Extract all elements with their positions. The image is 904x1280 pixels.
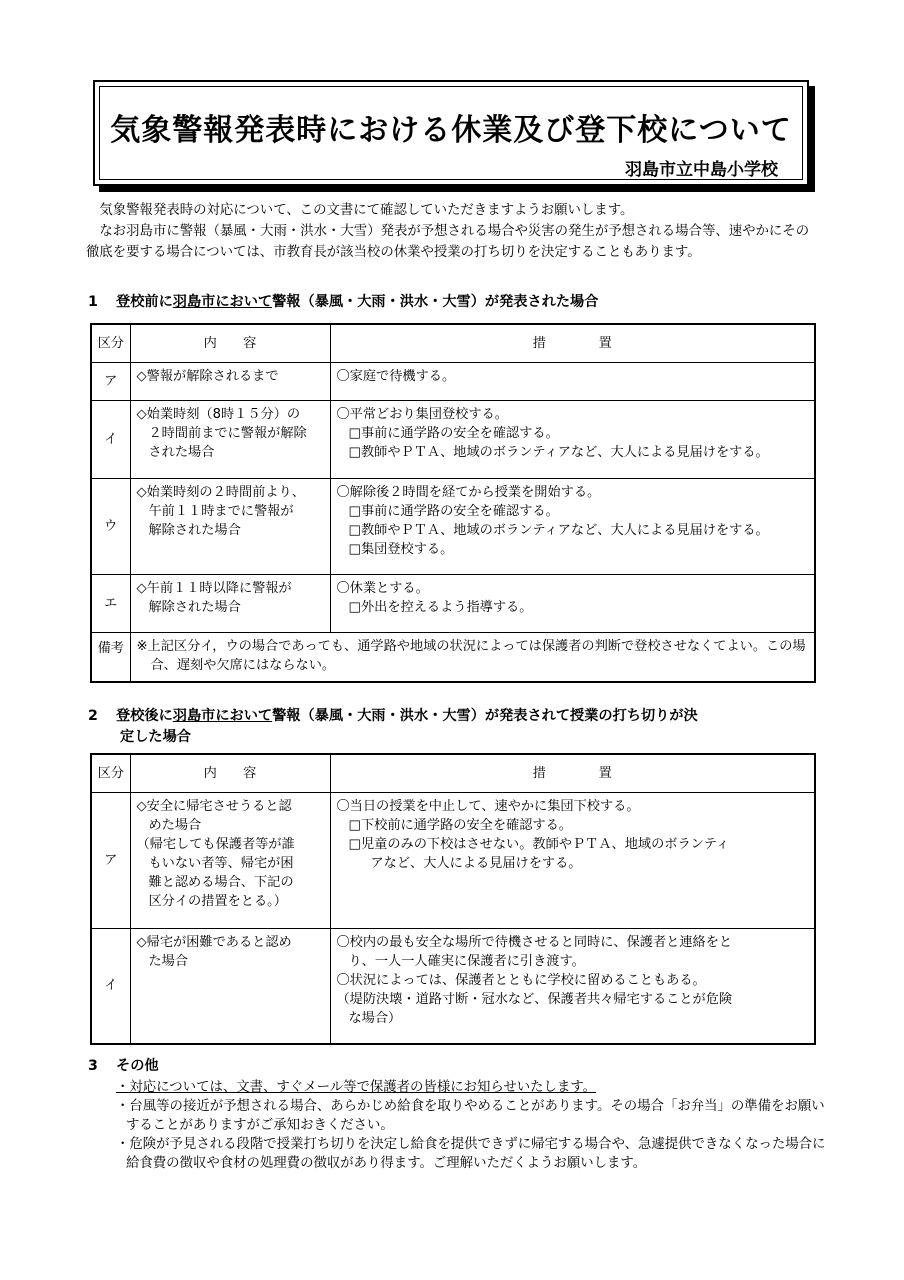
section-1-table	[90, 323, 816, 683]
table-header-row	[91, 754, 815, 792]
title-box	[93, 80, 809, 186]
section-2-heading: 2 登校後に羽島市において警報（暴風・大雨・洪水・大雪）が発表されて授業の打ち切りが決 定した場合	[88, 708, 698, 745]
section-2-table	[90, 753, 816, 1045]
table-row: イ ◇帰宅が困難であると認め た場合 〇校内の最も安全な場所で待機させると同時に、保護者と連絡をと り、一人一人確実に保護者に引き渡す。 〇状況によっては、保護者とともに学校に留めることもある。 （堤防決壊・道路寸断・冠水など、保護者共々帰宅することが危険 な場合）	[91, 928, 815, 1044]
header-naiyou: 内 容	[130, 324, 330, 362]
list-item: ・台風等の接近が予想される場合、あらかじめ給食を取りやめることがあります。その場合「お弁当」の準備をお願いすることがありますがご承知おきください。	[116, 1099, 825, 1133]
table-row: エ ◇午前１１時以降に警報が 解除された場合 〇休業とする。 □外出を控えるよう指導する。	[91, 574, 815, 632]
list-item: ・対応については、文書、すぐメール等で保護者の皆様にお知らせいたします。	[116, 1080, 597, 1095]
header-naiyou: 内 容	[130, 754, 330, 792]
bikou-text: ※上記区分イ，ウの場合であっても、通学路や地域の状況によっては保護者の判断で登校させなくてよい。この場合、遅刻や欠席にはならない。	[136, 638, 806, 673]
header-kubun: 区分	[91, 324, 130, 362]
table-row: ア ◇警報が解除されるまで 〇家庭で待機する。	[91, 362, 815, 400]
section-3-items	[116, 1078, 828, 1173]
page-title: 気象警報発表時における休業及び登下校について	[110, 113, 792, 148]
section-3-heading: 3 その他	[88, 1058, 159, 1074]
intro-text	[86, 200, 821, 263]
table-row: イ ◇始業時刻（8時１５分）の ２時間前までに警報が解除 された場合 〇平常どおり集団登校する。 □事前に通学路の安全を確認する。 □教師やＰＴＡ、地域のボランティアなど、大人による見届けをする。	[91, 400, 815, 478]
section-1-heading: 1 登校前に羽島市において警報（暴風・大雨・洪水・大雪）が発表された場合	[88, 294, 599, 310]
school-name: 羽島市立中島小学校	[625, 160, 778, 180]
header-sochi: 措 置	[330, 324, 815, 362]
intro-paragraph-2: なお羽島市に警報（暴風・大雨・洪水・大雪）発表が予想される場合や災害の発生が予想される場合等、速やかにその徹底を要する場合については、市教育長が該当校の休業や授業の打ち切りを決定することもあります。	[86, 224, 810, 260]
table-header-row	[91, 324, 815, 362]
intro-paragraph-1: 気象警報発表時の対応について、この文書にて確認していただきますようお願いします。	[99, 203, 634, 218]
table-row-bikou: 備考 ※上記区分イ，ウの場合であっても、通学路や地域の状況によっては保護者の判断で登校させなくてよい。この場合、遅刻や欠席にはならない。	[91, 632, 815, 682]
header-sochi: 措 置	[330, 754, 815, 792]
table-row: ウ ◇始業時刻の２時間前より、 午前１１時までに警報が 解除された場合 〇解除後２時間を経てから授業を開始する。 □事前に通学路の安全を確認する。 □教師やＰＴＡ、地域のボランティアなど、大人による見届けをする。 □集団登校する。	[91, 478, 815, 574]
table-row: ア ◇安全に帰宅させうると認 めた場合 （帰宅しても保護者等が誰 もいない者等、帰宅が困 難と認める場合、下記の 区分イの措置をとる。） 〇当日の授業を中止して、速やかに集団下校する。 □下校前に通学路の安全を確認する。 □児童のみの下校はさせない。教師やＰＴＡ、地域のボランティ アなど、大人による見届けをする。	[91, 792, 815, 928]
header-kubun: 区分	[91, 754, 130, 792]
list-item: ・危険が予見される段階で授業打ち切りを決定し給食を提供できずに帰宅する場合や、急遽提供できなくなった場合に給食費の徴収や食材の処理費の徴収があり得ます。ご理解いただくようお願いします。	[116, 1137, 826, 1171]
